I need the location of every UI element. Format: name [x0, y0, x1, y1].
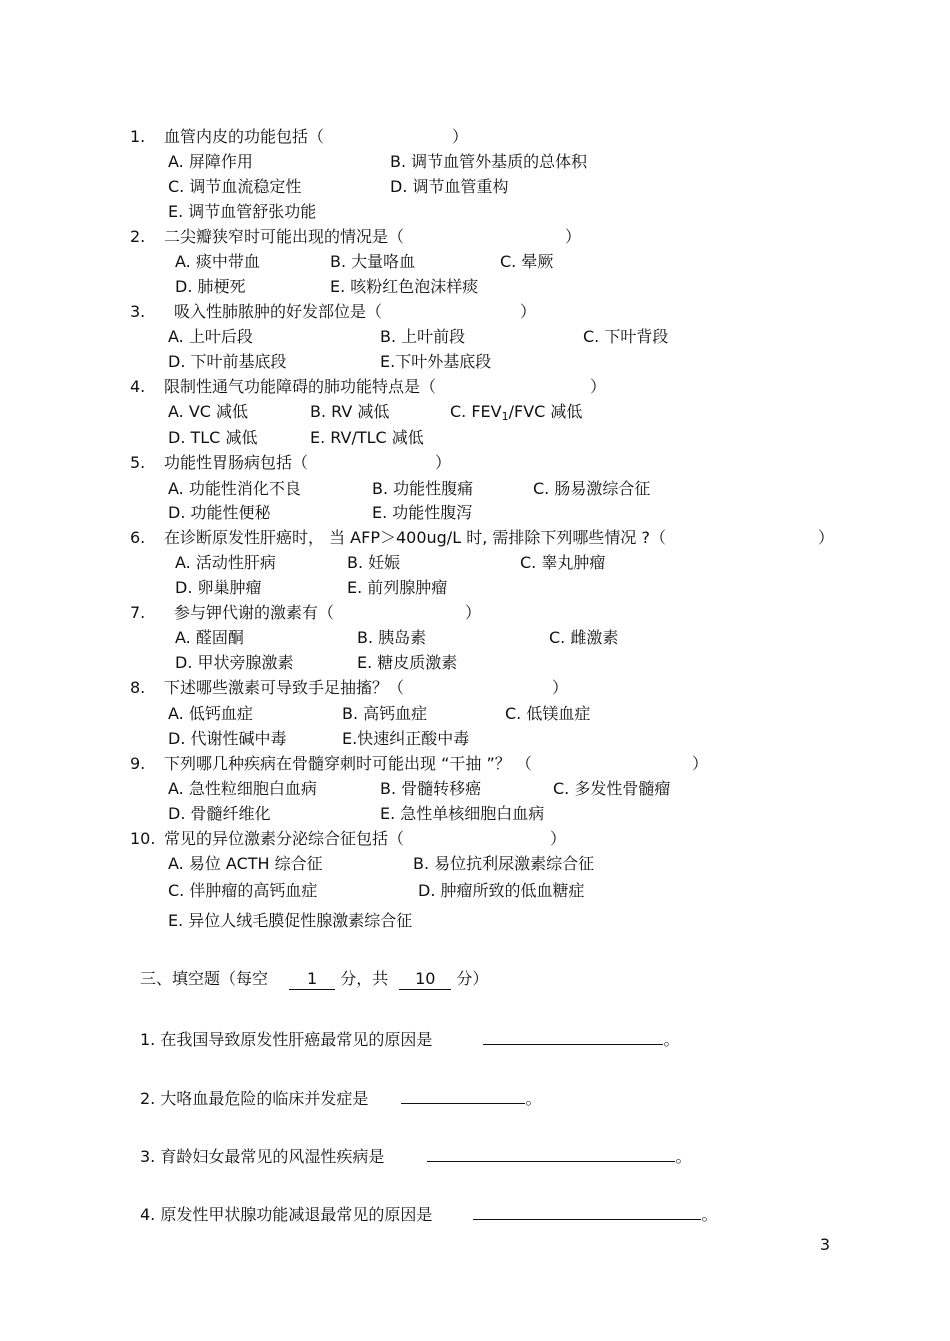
option-c	[450, 402, 582, 422]
fill-blank-end: 。	[675, 1147, 692, 1166]
fill-blank-4	[140, 1203, 717, 1223]
fill-blank-number: 4.	[140, 1205, 156, 1224]
option-c: C. 伴肿瘤的高钙血症	[168, 881, 318, 900]
question-stem: 常见的异位激素分泌综合征包括（	[164, 829, 405, 848]
option-b: B. 上叶前段	[380, 327, 466, 346]
option-e: E.下叶外基底段	[380, 352, 492, 371]
question-number: 6.	[130, 528, 146, 547]
question-stem: 二尖瓣狭窄时可能出现的情况是（	[164, 227, 405, 246]
option-a: A. 上叶后段	[168, 327, 253, 346]
option-c: C. 睾丸肿瘤	[520, 553, 606, 572]
fill-blank-3	[140, 1145, 691, 1165]
option-e: E.快速纠正酸中毒	[342, 729, 470, 748]
option-c: C. 下叶背段	[583, 327, 669, 346]
question-stem: 吸入性肺脓肿的好发部位是（	[174, 302, 383, 321]
question-number: 7.	[130, 603, 146, 622]
option-a: A. 醛固酮	[175, 628, 244, 647]
question-number: 1.	[130, 127, 146, 146]
option-b: B. 功能性腹痛	[372, 479, 474, 498]
option-c: C. 肠易激综合征	[533, 479, 651, 498]
fill-blank-text: 育龄妇女最常见的风湿性疾病是	[160, 1147, 385, 1166]
option-e: E. 异位人绒毛膜促性腺激素综合征	[168, 911, 413, 930]
fill-blank-text: 原发性甲状腺功能减退最常见的原因是	[160, 1205, 433, 1224]
per-blank-score: 1	[289, 969, 335, 990]
option-d: D. 骨髓纤维化	[168, 804, 271, 823]
option-b: B. 高钙血症	[342, 704, 428, 723]
option-d: D. 下叶前基底段	[168, 352, 287, 371]
subscript: 1	[501, 410, 509, 423]
page-number: 3	[819, 1235, 830, 1254]
fill-blank-number: 3.	[140, 1147, 156, 1166]
option-e: E. RV/TLC 减低	[310, 428, 424, 447]
question-close-paren: ）	[435, 453, 452, 472]
option-d: D. 功能性便秘	[168, 503, 271, 522]
fill-blank-number: 2.	[140, 1089, 156, 1108]
question-stem: 血管内皮的功能包括（	[164, 127, 325, 146]
option-d: D. 调节血管重构	[390, 177, 509, 196]
fill-blank-2	[140, 1087, 541, 1107]
question-stem: 下述哪些激素可导致手足抽搐？（	[164, 678, 405, 697]
question-close-paren: ）	[590, 377, 607, 396]
option-e: E. 急性单核细胞白血病	[380, 804, 545, 823]
option-a: A. 屏障作用	[168, 152, 253, 171]
fill-blank-number: 1.	[140, 1030, 156, 1049]
fill-blank-text: 在我国导致原发性肝癌最常见的原因是	[160, 1030, 433, 1049]
option-b: B. 妊娠	[347, 553, 401, 572]
option-e: E. 调节血管舒张功能	[168, 202, 317, 221]
question-number: 3.	[130, 302, 146, 321]
option-b: B. 调节血管外基质的总体积	[390, 152, 588, 171]
answer-line[interactable]	[427, 1145, 675, 1162]
question-close-paren: ）	[452, 127, 469, 146]
option-b: B. 骨髓转移癌	[380, 779, 482, 798]
question-close-paren: ）	[692, 754, 709, 773]
option-e: E. 前列腺肿瘤	[347, 578, 448, 597]
option-e: E. 糖皮质激素	[357, 653, 458, 672]
fill-blank-end: 。	[663, 1030, 680, 1049]
question-close-paren: ）	[818, 528, 835, 547]
question-number: 4.	[130, 377, 146, 396]
question-stem: 限制性通气功能障碍的肺功能特点是（	[164, 377, 437, 396]
option-e: E. 功能性腹泻	[372, 503, 473, 522]
question-stem: 下列哪几种疾病在骨髓穿刺时可能出现 “干抽 ”？ （	[164, 754, 532, 773]
section-mid: 分，共	[340, 969, 389, 988]
section-suffix: 分）	[456, 969, 489, 988]
option-b: B. 大量咯血	[330, 252, 416, 271]
fill-blank-end: 。	[701, 1205, 718, 1224]
question-number: 8.	[130, 678, 146, 697]
question-stem: 参与钾代谢的激素有（	[174, 603, 335, 622]
option-d: D. 卵巢肿瘤	[175, 578, 262, 597]
question-number: 10.	[130, 829, 156, 848]
question-close-paren: ）	[465, 603, 482, 622]
question-number: 9.	[130, 754, 146, 773]
option-d: D. 代谢性碱中毒	[168, 729, 287, 748]
section-heading	[140, 969, 488, 989]
option-c: C. 低镁血症	[505, 704, 591, 723]
question-close-paren: ）	[552, 678, 569, 697]
question-close-paren: ）	[565, 227, 582, 246]
option-b: B. 胰岛素	[357, 628, 427, 647]
answer-line[interactable]	[483, 1028, 663, 1045]
option-a: A. VC 减低	[168, 402, 249, 421]
option-c: C. 雌激素	[549, 628, 619, 647]
section-prefix: 三、填空题（每空	[140, 969, 269, 988]
question-number: 5.	[130, 453, 146, 472]
question-close-paren: ）	[520, 302, 537, 321]
question-number: 2.	[130, 227, 146, 246]
option-b: B. 易位抗利尿激素综合征	[413, 854, 595, 873]
option-c: C. 晕厥	[500, 252, 554, 271]
option-d: D. 肺梗死	[175, 277, 246, 296]
answer-line[interactable]	[473, 1203, 701, 1220]
fill-blank-text: 大咯血最危险的临床并发症是	[160, 1089, 369, 1108]
option-b: B. RV 减低	[310, 402, 390, 421]
option-a: A. 急性粒细胞白血病	[168, 779, 317, 798]
option-a: A. 低钙血症	[168, 704, 253, 723]
question-close-paren: ）	[550, 829, 567, 848]
fill-blank-1	[140, 1028, 679, 1048]
option-a: A. 功能性消化不良	[168, 479, 301, 498]
option-c: C. 多发性骨髓瘤	[553, 779, 671, 798]
option-a: A. 活动性肝病	[175, 553, 276, 572]
option-c-tail: /FVC 减低	[508, 402, 583, 421]
fill-blank-end: 。	[525, 1089, 542, 1108]
option-d: D. 甲状旁腺激素	[175, 653, 294, 672]
option-c-label: C. FEV	[450, 402, 502, 421]
option-e: E. 咳粉红色泡沫样痰	[330, 277, 479, 296]
option-a: A. 易位 ACTH 综合征	[168, 854, 323, 873]
answer-line[interactable]	[401, 1087, 525, 1104]
total-score: 10	[399, 969, 451, 990]
option-d: D. TLC 减低	[168, 428, 258, 447]
option-d: D. 肿瘤所致的低血糖症	[418, 881, 585, 900]
option-c: C. 调节血流稳定性	[168, 177, 302, 196]
question-stem: 功能性胃肠病包括（	[164, 453, 309, 472]
question-stem: 在诊断原发性肝癌时， 当 AFP＞400ug/L 时, 需排除下列哪些情况 ?（	[164, 528, 666, 547]
option-a: A. 痰中带血	[175, 252, 260, 271]
